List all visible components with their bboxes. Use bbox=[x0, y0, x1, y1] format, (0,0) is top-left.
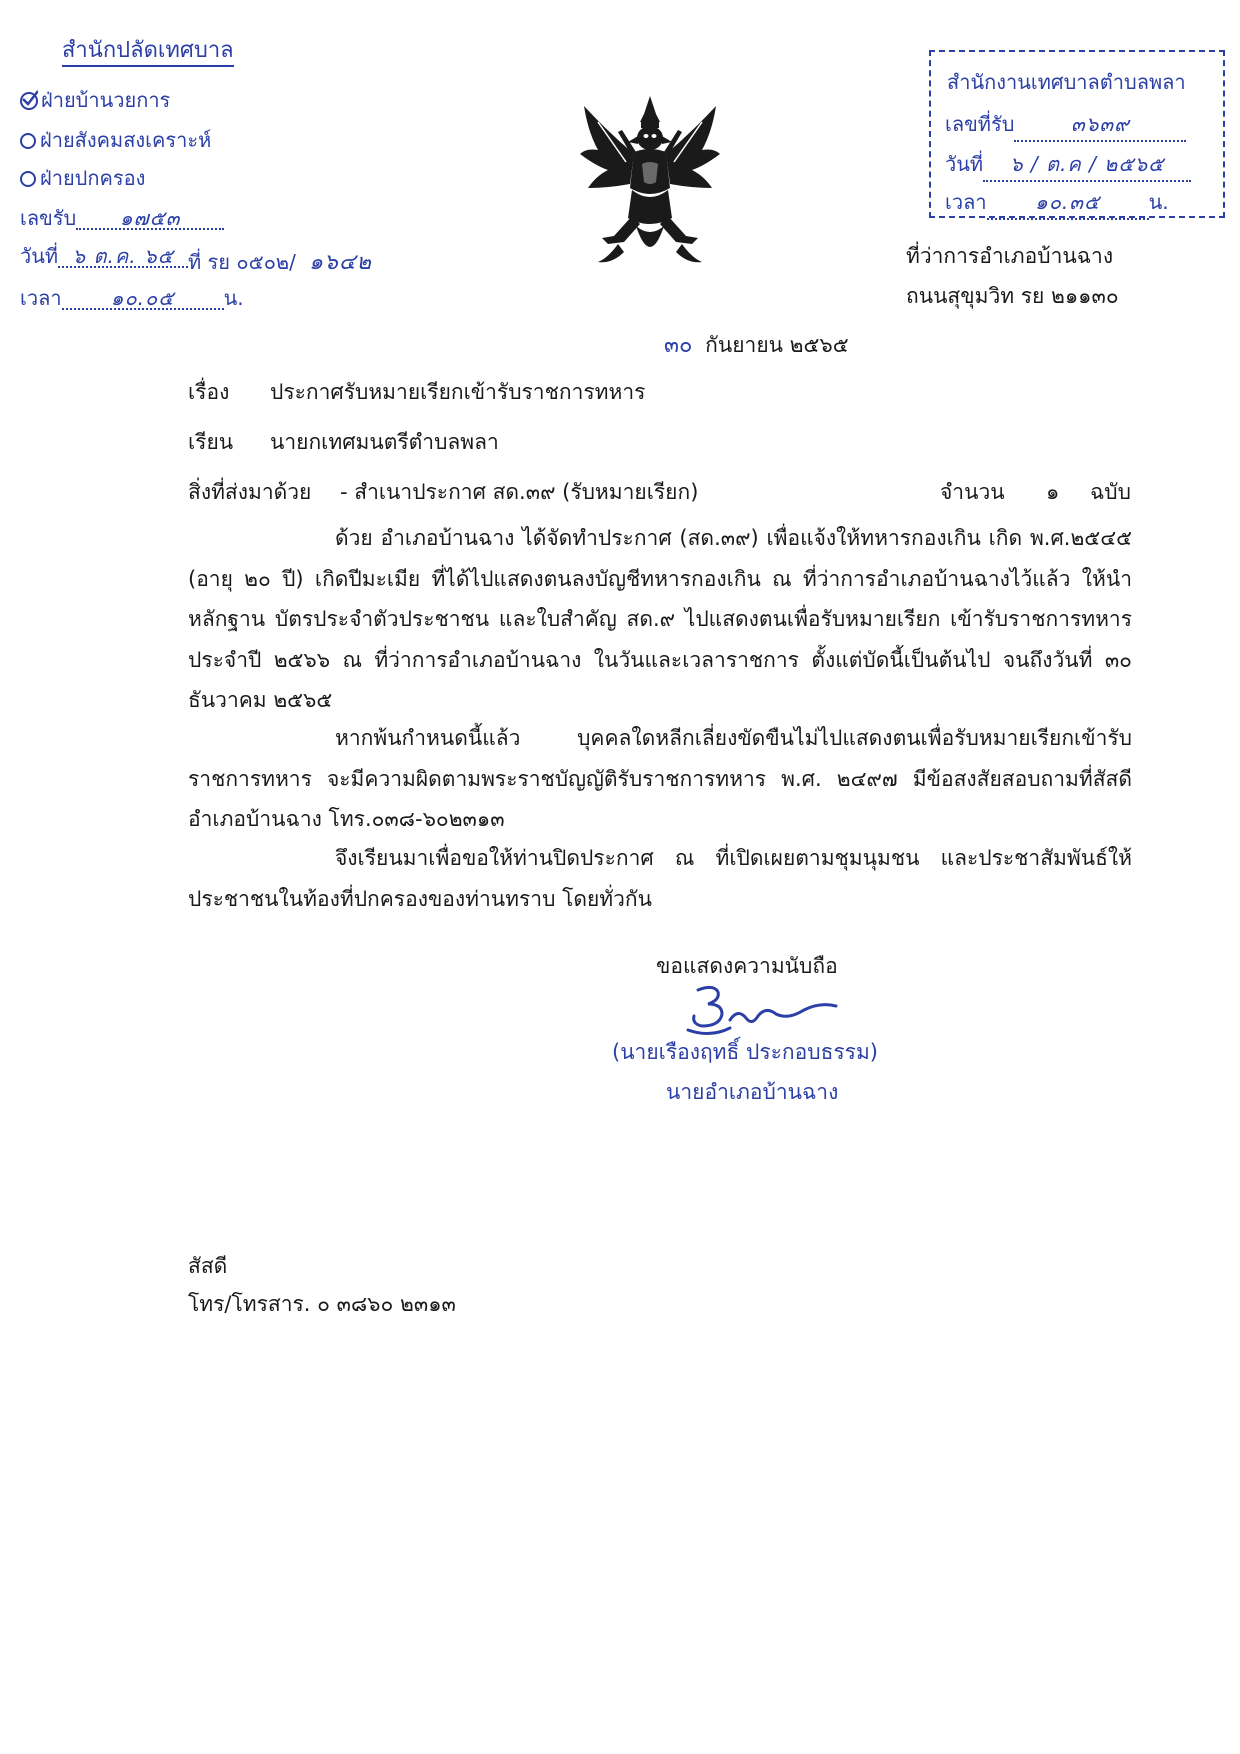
receiving-number-row bbox=[20, 208, 224, 230]
body-paragraph-3: จึงเรียนมาเพื่อขอให้ท่านปิดประกาศ ณ ที่เปิดเผยตามชุมนุมชน และประชาสัมพันธ์ให้ประชาชนในท้องที่ปกครองของท่านทราบ โดยทั่วกัน bbox=[188, 846, 1132, 911]
letter-date-day: ๓๐ bbox=[664, 333, 693, 358]
municipal-date-row bbox=[945, 148, 1191, 182]
letter-date bbox=[664, 327, 849, 362]
letter-ref bbox=[188, 244, 372, 279]
municipal-number-label: เลขที่รับ bbox=[945, 112, 1015, 136]
signer-name: (นายเรืองฤทธิ์ ประกอบธรรม) bbox=[612, 1040, 878, 1064]
receiving-time-label: เวลา bbox=[20, 286, 62, 310]
municipal-date-label: วันที่ bbox=[945, 152, 984, 176]
subject-label: เรื่อง bbox=[188, 380, 230, 404]
letter-ref-prefix: ที่ รย ๐๕๐๒/ bbox=[188, 250, 296, 274]
receiving-time-value: ๑๐.๐๕ bbox=[110, 286, 175, 310]
section-label: ฝ่ายปกครอง bbox=[40, 166, 146, 190]
signer-title: นายอำเภอบ้านฉาง bbox=[666, 1080, 839, 1104]
municipal-number-row bbox=[945, 108, 1186, 142]
letter-ref-number: ๑๖๔๒ bbox=[308, 250, 373, 275]
garuda-emblem-icon bbox=[578, 92, 722, 268]
footer-contact: โทร/โทรสาร. ๐ ๓๘๖๐ ๒๓๑๓ bbox=[188, 1292, 456, 1316]
receiving-time-suffix: น. bbox=[223, 286, 244, 310]
enclosure-qty-label: จำนวน bbox=[940, 480, 1005, 504]
receiving-number-label: เลขรับ bbox=[20, 206, 77, 230]
receiving-date-value: ๖ ต.ค. ๖๕ bbox=[72, 244, 174, 268]
empty-circle-icon bbox=[20, 133, 36, 149]
receiving-date-label: วันที่ bbox=[20, 244, 59, 268]
section-row-1 bbox=[20, 90, 170, 110]
municipal-time-suffix: น. bbox=[1148, 190, 1169, 214]
municipal-office: สำนักงานเทศบาลตำบลพลา bbox=[947, 70, 1186, 94]
section-label: ฝ่ายบ้านวยการ bbox=[41, 88, 171, 112]
section-row-2 bbox=[20, 130, 211, 150]
enclosure-qty-unit: ฉบับ bbox=[1090, 480, 1131, 504]
receiving-number-value: ๑๗๕๓ bbox=[119, 206, 181, 230]
closing-salutation: ขอแสดงความนับถือ bbox=[656, 954, 838, 978]
municipal-time-value: ๑๐.๓๕ bbox=[1035, 190, 1101, 214]
section-label: ฝ่ายสังคมสงเคราะห์ bbox=[40, 128, 212, 152]
recipient-text: นายกเทศมนตรีตำบลพลา bbox=[270, 430, 499, 454]
enclosure-qty-value: ๑ bbox=[1046, 480, 1060, 504]
subject-text: ประกาศรับหมายเรียกเข้ารับราชการทหาร bbox=[270, 380, 646, 404]
letter-date-rest: กันยายน ๒๕๖๕ bbox=[705, 333, 849, 357]
receiving-time-row bbox=[20, 288, 244, 310]
section-row-3 bbox=[20, 168, 145, 188]
body-paragraph-1: ด้วย อำเภอบ้านฉาง ได้จัดทำประกาศ (สด.๓๙) เพื่อแจ้งให้ทหารกองเกิน เกิด พ.ศ.๒๕๔๕ (อายุ ๒๐ ปี) เกิดปีมะเมีย ที่ได้ไปแสดงตนลงบัญชีทหารกองเกิน ณ ที่ว่าการอำเภอบ้านฉางไว้แล้ว ให้นำหลักฐาน บัตรประจำตัวประชาชน และใบสำคัญ สด.๙ ไปแสดงตนเพื่อรับหมายเรียก เข้ารับราชการทหาร ประจำปี ๒๕๖๖ ณ ที่ว่าการอำเภอบ้านฉาง ในวันและเวลาราชการ ตั้งแต่บัดนี้เป็นต้นไป จนถึงวันที่ ๓๐ ธันวาคม ๒๕๖๕ bbox=[188, 526, 1132, 712]
sender-address-line1: ที่ว่าการอำเภอบ้านฉาง bbox=[906, 244, 1114, 268]
municipal-time-row bbox=[945, 186, 1169, 220]
check-circle-icon bbox=[20, 92, 38, 110]
municipal-number-value: ๓๖๓๙ bbox=[1071, 112, 1130, 136]
receiving-date-row bbox=[20, 246, 188, 268]
enclosure-label: สิ่งที่ส่งมาด้วย bbox=[188, 480, 312, 504]
receiving-office: สำนักปลัดเทศบาล bbox=[62, 38, 234, 67]
municipal-stamp bbox=[929, 50, 1225, 218]
footer-unit: สัสดี bbox=[188, 1254, 228, 1278]
body-paragraph-2: หากพ้นกำหนดนี้แล้ว บุคคลใดหลีกเลี่ยงขัดขืนไม่ไปแสดงตนเพื่อรับหมายเรียกเข้ารับราชการทหาร จะมีความผิดตามพระราชบัญญัติรับราชการทหาร พ.ศ. ๒๔๙๗ มีข้อสงสัยสอบถามที่สัสดีอำเภอบ้านฉาง โทร.๐๓๘-๖๐๒๓๑๓ bbox=[188, 726, 1132, 831]
signature bbox=[680, 980, 840, 1042]
empty-circle-icon bbox=[20, 171, 36, 187]
enclosure-text: - สำเนาประกาศ สด.๓๙ (รับหมายเรียก) bbox=[340, 480, 699, 504]
municipal-date-value: ๖ / ต.ค / ๒๕๖๕ bbox=[1009, 152, 1165, 176]
municipal-time-label: เวลา bbox=[945, 190, 987, 214]
recipient-label: เรียน bbox=[188, 430, 234, 454]
sender-address-line2: ถนนสุขุมวิท รย ๒๑๑๓๐ bbox=[906, 284, 1119, 308]
